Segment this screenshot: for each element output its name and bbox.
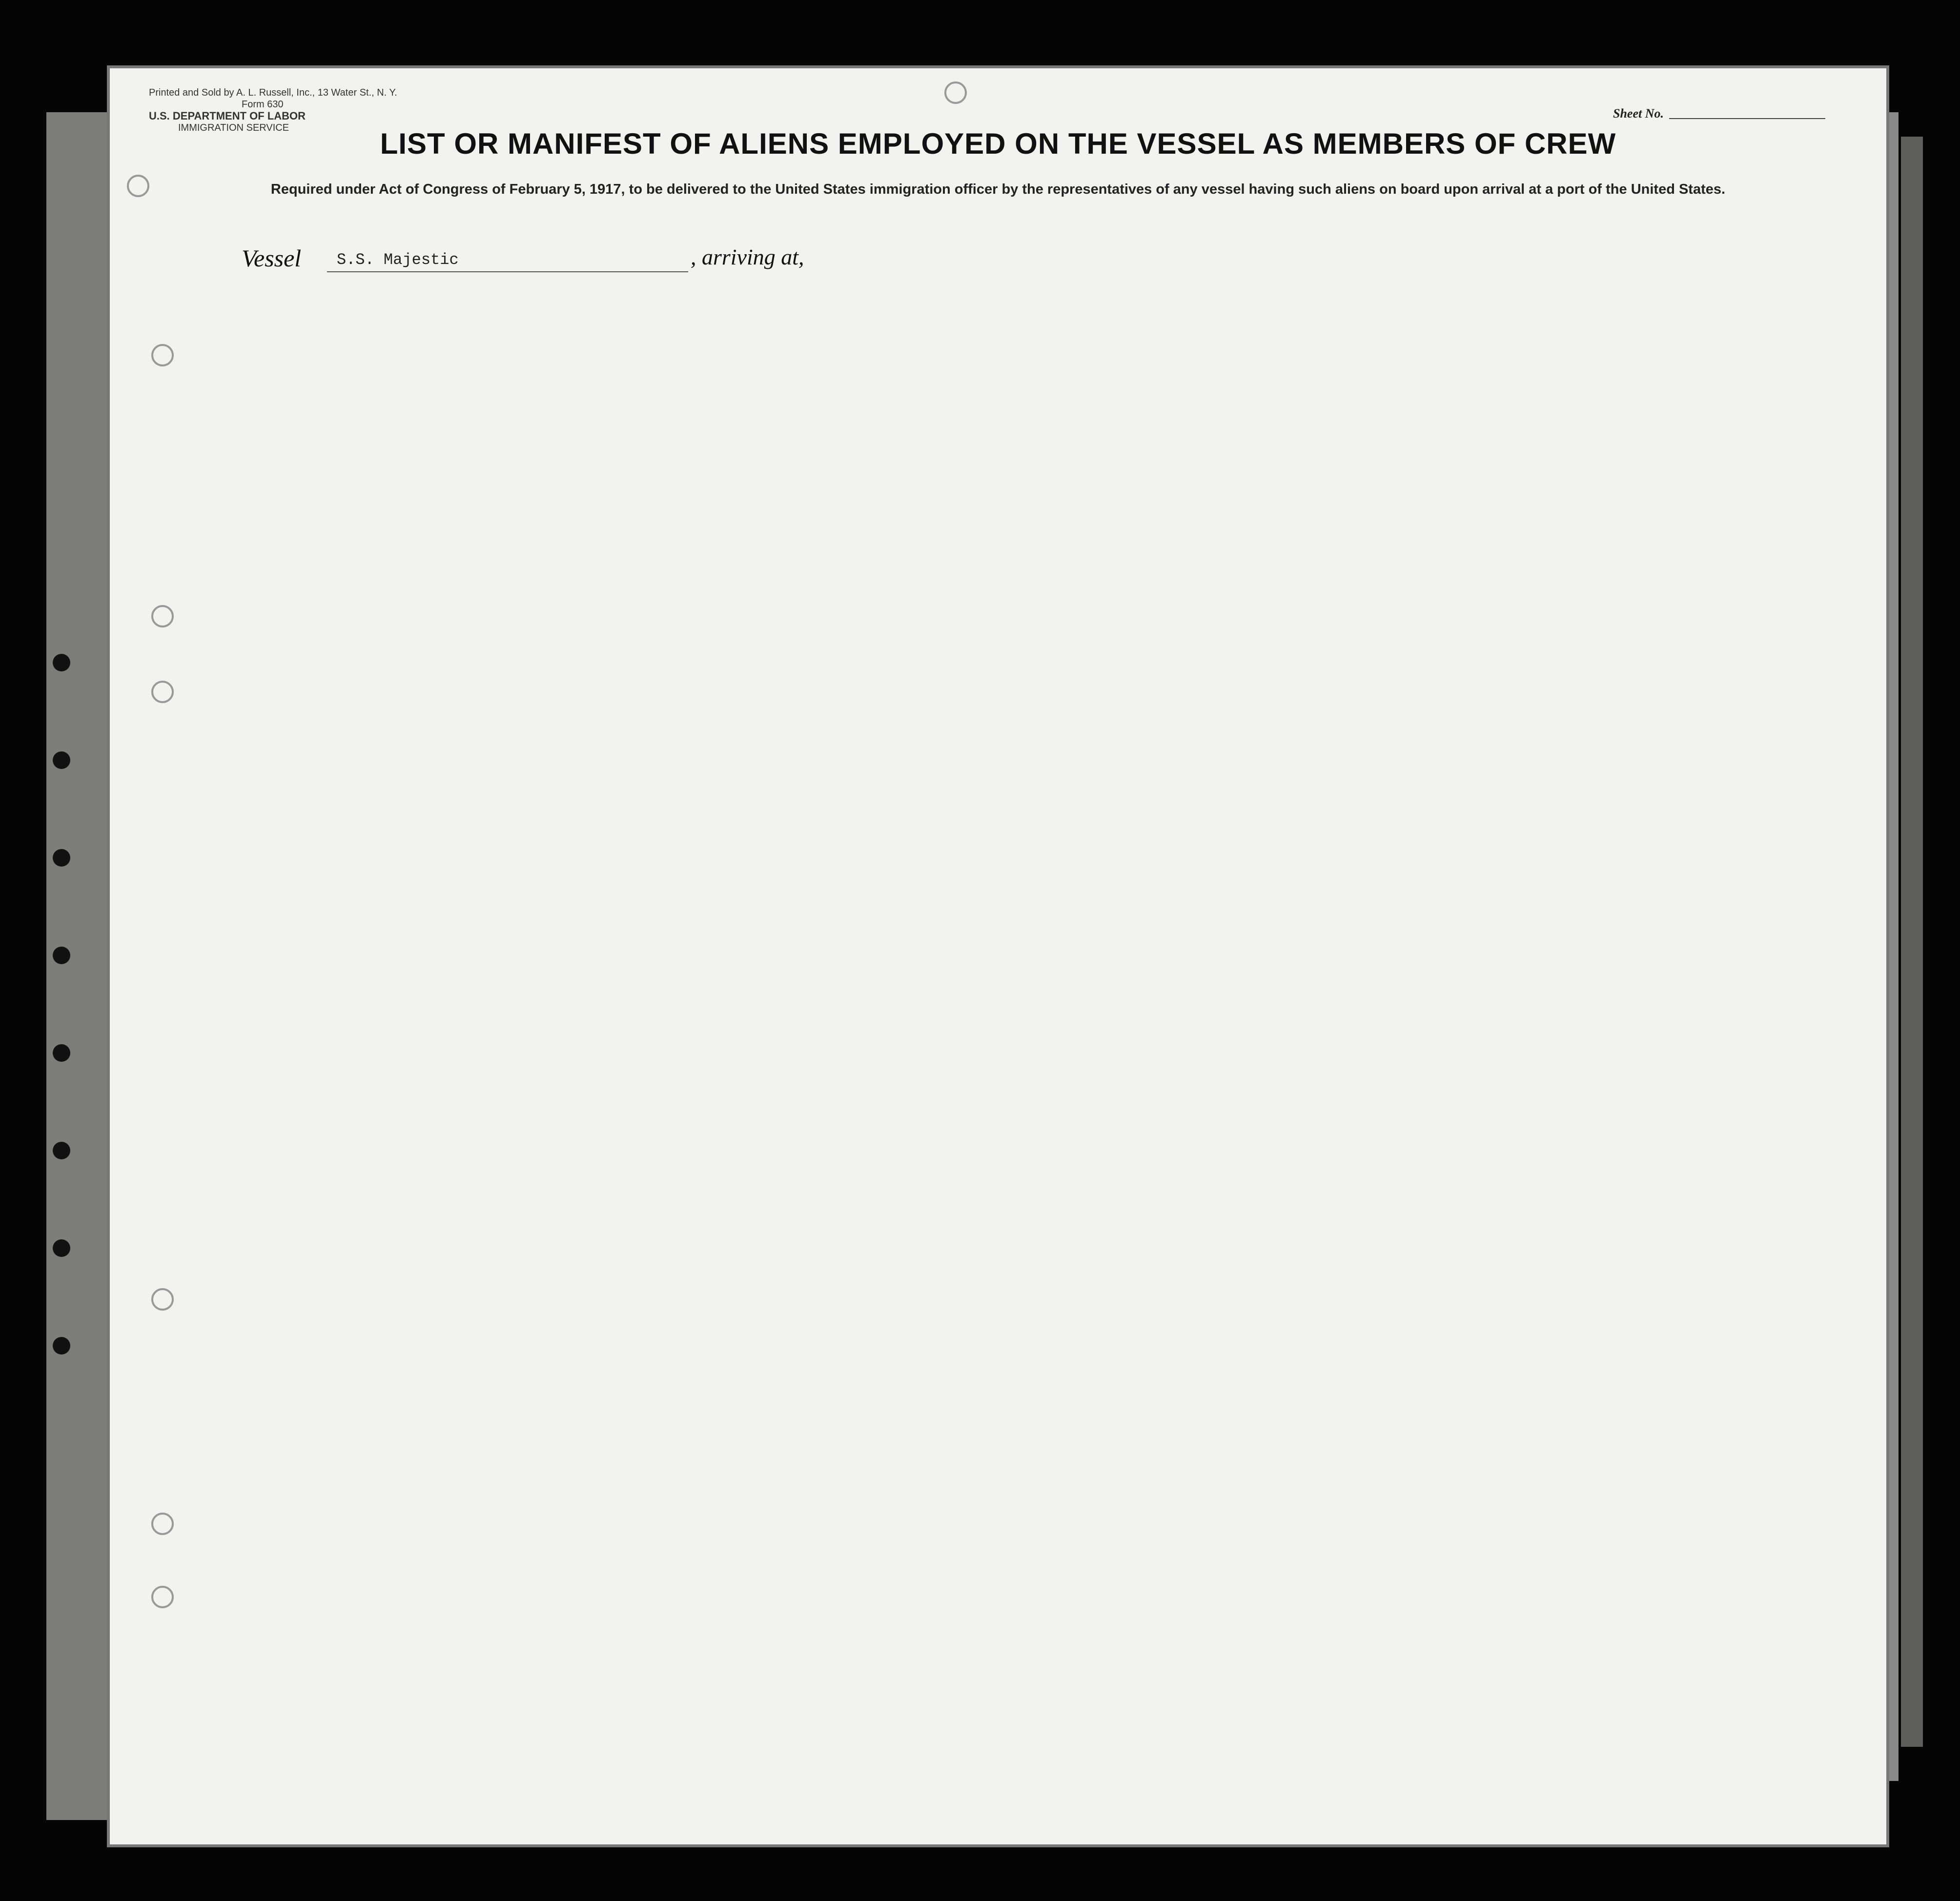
page-subtitle: Required under Act of Congress of February 5, 1917, to be delivered to the United States immigration officer by the representatives of any vessel having such aliens on board upon arrival at a port of the United States. [270,182,1726,197]
punch-hole [127,175,149,197]
binder-hole [53,654,70,671]
service-name: IMMIGRATION SERVICE [178,122,289,133]
punch-hole [151,1513,174,1535]
punch-hole [151,344,174,366]
punch-hole [151,1288,174,1311]
binder-shadow [46,112,115,1820]
arriving-label: , arriving at, [691,244,804,269]
department-name: U.S. DEPARTMENT OF LABOR [149,110,306,122]
page-edge-back [1901,137,1923,1747]
binder-hole [53,1044,70,1062]
binder-hole [53,947,70,964]
vessel-line-rule [327,271,688,272]
punch-hole [151,1586,174,1608]
punch-hole [151,681,174,703]
binder-hole [53,849,70,867]
binder-hole [53,1239,70,1257]
sheet-no-line [1669,118,1825,119]
vessel-line [110,244,1886,273]
punch-hole [151,605,174,627]
page-title: LIST OR MANIFEST OF ALIENS EMPLOYED ON THE VESSEL AS MEMBERS OF CREW [380,127,1616,160]
printer-line: Printed and Sold by A. L. Russell, Inc., 13 Water St., N. Y. [149,87,397,98]
manifest-sheet [110,68,1886,1844]
binder-hole [53,1337,70,1355]
vessel-label: Vessel [242,244,302,272]
sheet-no-label: Sheet No. [1613,106,1664,121]
punch-hole [944,81,967,104]
vessel-name: S.S. Majestic [337,251,459,269]
form-number: Form 630 [242,99,284,110]
binder-hole [53,751,70,769]
binder-hole [53,1142,70,1159]
